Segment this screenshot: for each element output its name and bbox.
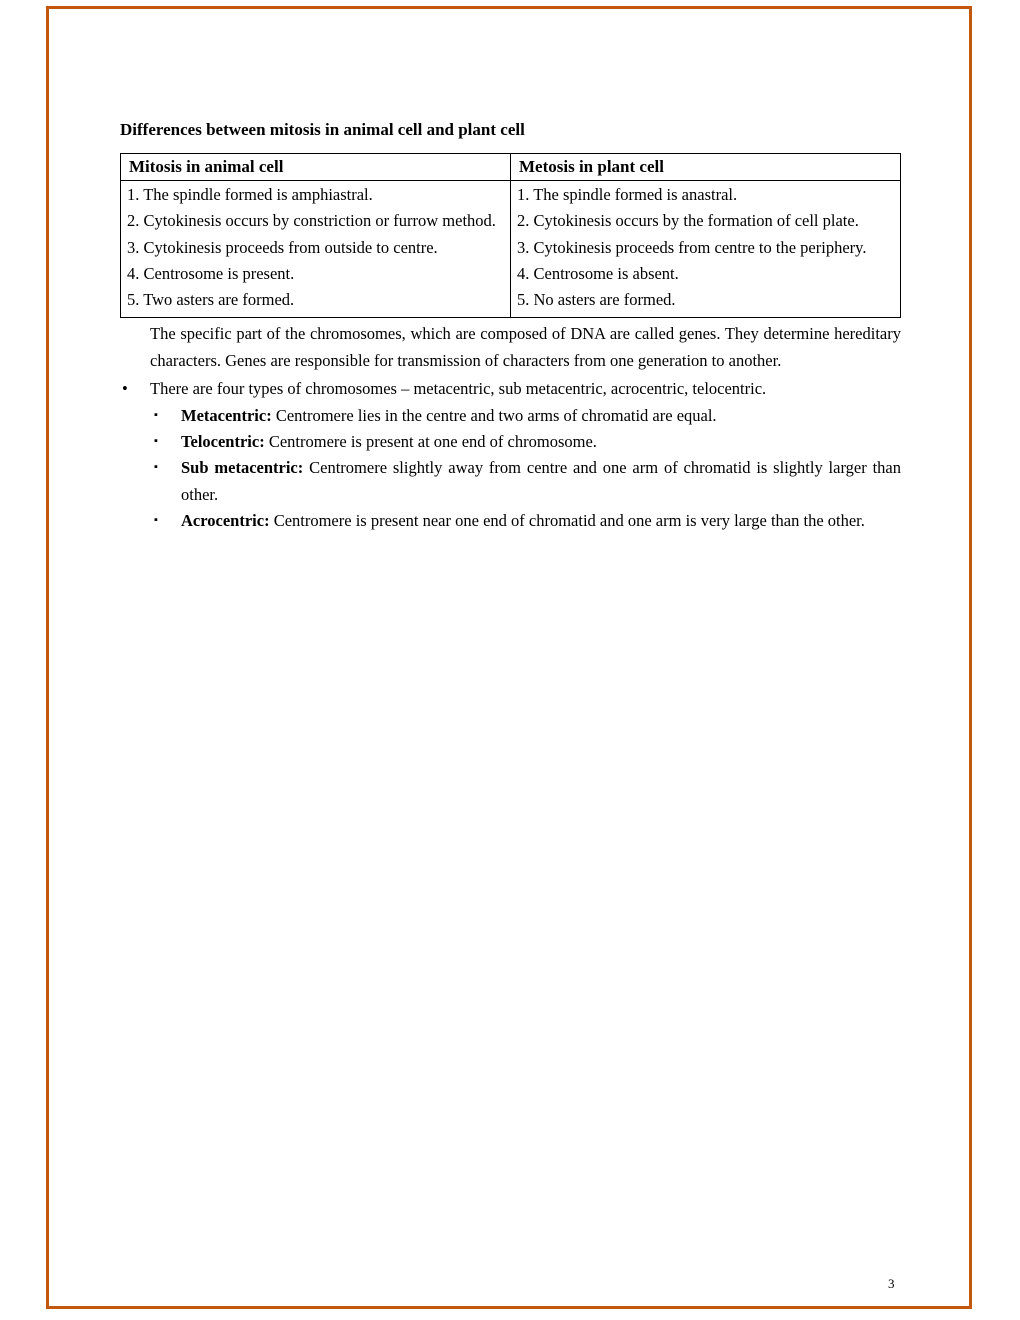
table-body-row [121,181,901,318]
table-item: 4. Centrosome is present. [127,263,295,283]
sub-bullet-item-telocentric [120,429,901,455]
round-bullet-icon: • [122,379,128,399]
section-heading: Differences between mitosis in animal cell and plant cell [120,120,525,139]
table-item: 4. Centrosome is absent. [517,263,679,283]
sub-bullet-item-metacentric [120,403,901,429]
term-label: Metacentric: [181,405,272,425]
table-item: 2. Cytokinesis occurs by constriction or furrow method. [127,211,496,231]
term-label: Sub metacentric: [181,458,304,478]
square-bullet-icon: ▪ [154,514,158,527]
table-cell-plant [511,181,901,318]
square-bullet-icon: ▪ [154,435,158,448]
bullet-text: There are four types of chromosomes – metacentric, sub metacentric, acrocentric, telocentric. [150,379,767,399]
page-number: 3 [888,1276,895,1291]
table-header-animal-cell: Mitosis in animal cell [121,154,511,181]
sub-bullet-item-acrocentric [120,508,901,534]
table-item: 5. No asters are formed. [517,290,676,310]
table-header-row [121,154,901,181]
square-bullet-icon: ▪ [154,461,158,474]
bullet-item-chromosome-types [120,376,901,402]
term-description: Centromere slightly away from centre and one arm of chromatid is slightly larger than other. [181,458,902,504]
term-description: Centromere lies in the centre and two arms of chromatid are equal. [271,405,717,425]
table-item: 2. Cytokinesis occurs by the formation of cell plate. [517,211,859,231]
genes-paragraph: The specific part of the chromosomes, which are composed of DNA are called genes. They determine hereditary characters. Genes are responsible for transmission of characters from one generation to another. [150,324,901,370]
sub-bullet-item-sub-metacentric [120,455,901,508]
comparison-table [120,153,901,318]
table-item: 3. Cytokinesis proceeds from centre to the periphery. [517,237,867,257]
term-description: Centromere is present at one end of chromosome. [264,432,597,452]
document-content [120,117,901,534]
square-bullet-icon: ▪ [154,408,158,421]
table-item: 3. Cytokinesis proceeds from outside to centre. [127,237,438,257]
term-description: Centromere is present near one end of chromatid and one arm is very large than the other. [269,511,865,531]
table-cell-animal [121,181,511,318]
table-item: 1. The spindle formed is anastral. [517,185,738,204]
term-label: Telocentric: [181,432,265,452]
term-label: Acrocentric: [181,511,270,531]
table-header-plant-cell: Metosis in plant cell [511,154,901,181]
table-item: 1. The spindle formed is amphiastral. [127,185,373,204]
table-item: 5. Two asters are formed. [127,290,295,310]
